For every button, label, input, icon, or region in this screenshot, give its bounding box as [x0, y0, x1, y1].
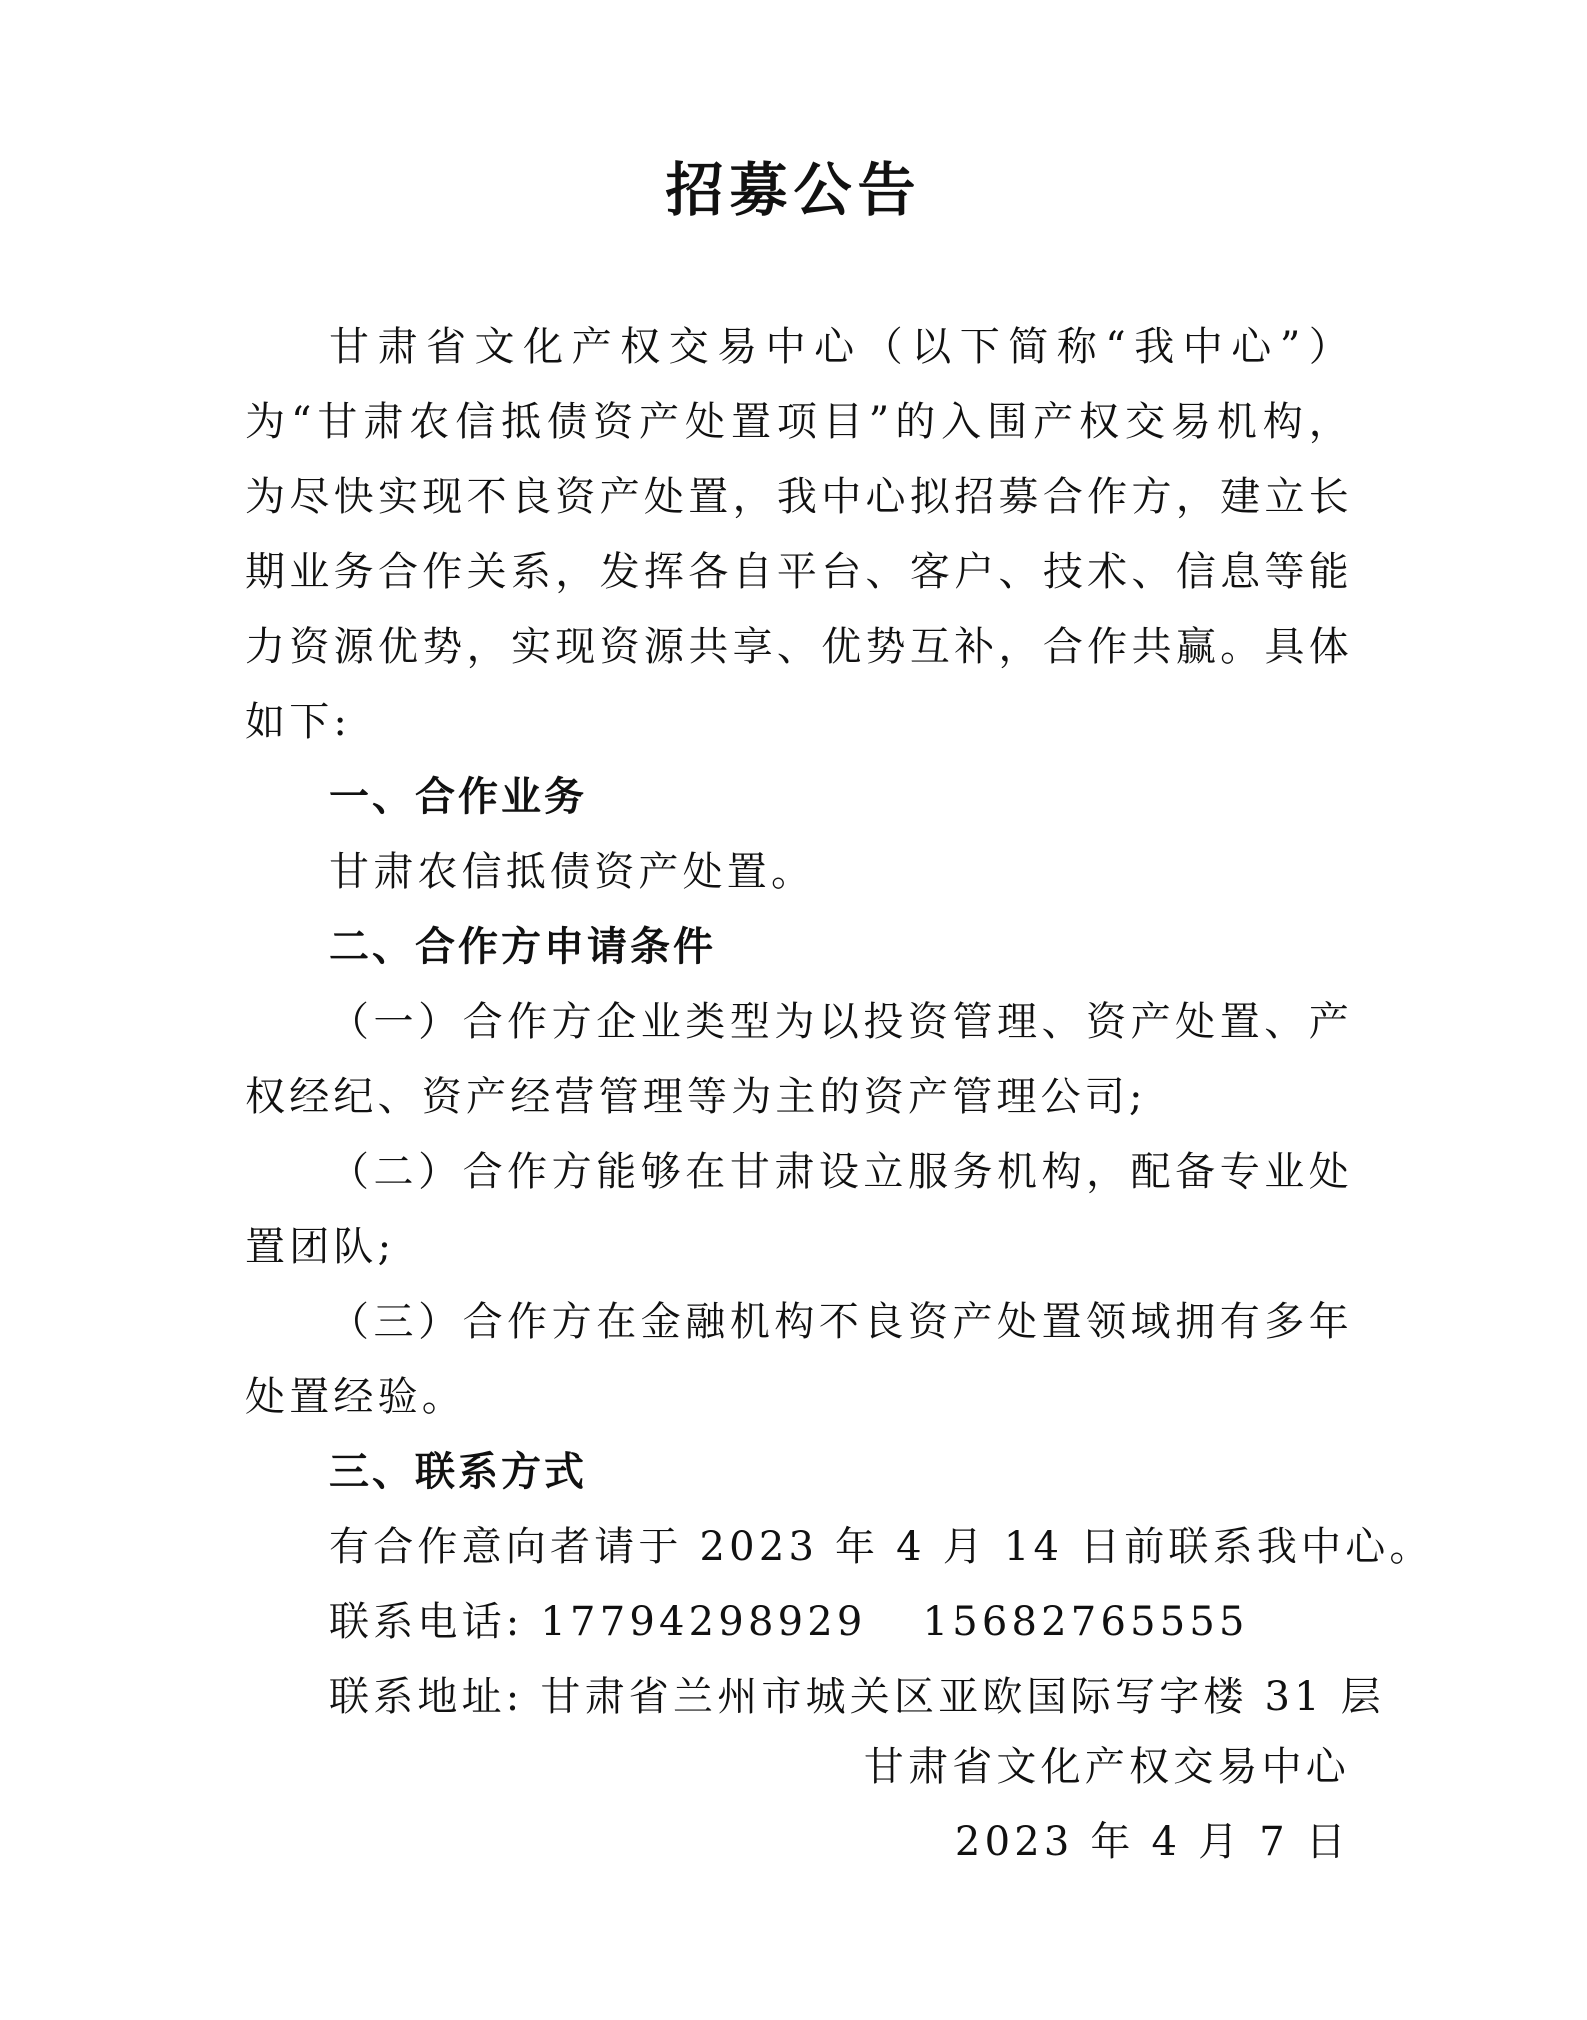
- signature-organization: 甘肃省文化产权交易中心: [863, 1744, 1350, 1790]
- contact-deadline: 有合作意向者请于 2023 年 4 月 14 日前联系我中心。: [329, 1524, 1434, 1570]
- condition-item-1: （一）合作方企业类型为以投资管理、资产处置、产权经纪、资产经营管理等为主的资产管理公司;: [245, 999, 1353, 1120]
- contact-address-line: [245, 1660, 1385, 1735]
- condition-item-3: （三）合作方在金融机构不良资产处置领域拥有多年处置经验。: [245, 1299, 1353, 1420]
- section-heading-business: 一、合作业务: [329, 774, 587, 820]
- phone-label: 联系电话:: [329, 1599, 524, 1645]
- section-content-business: 甘肃农信抵债资产处置。: [329, 849, 816, 895]
- document-body: [245, 310, 1434, 1735]
- phone-number-1: 17794298929: [540, 1599, 867, 1645]
- section-heading-conditions: 二、合作方申请条件: [329, 924, 716, 970]
- phone-number-2: 15682765555: [922, 1599, 1249, 1645]
- contact-phone-line: [245, 1585, 1353, 1660]
- page-title: 招募公告: [665, 156, 922, 224]
- intro-paragraph: 甘肃省文化产权交易中心（以下简称“我中心”）为“甘肃农信抵债资产处置项目”的入围产权交易机构，为尽快实现不良资产处置，我中心拟招募合作方，建立长期业务合作关系，发挥各自平台、客户、技术、信息等能力资源优势，实现资源共享、优势互补，合作共赢。具体如下:: [245, 324, 1353, 745]
- condition-item-2: （二）合作方能够在甘肃设立服务机构，配备专业处置团队;: [245, 1149, 1353, 1270]
- address-label: 联系地址:: [329, 1674, 524, 1720]
- signature-date: 2023 年 4 月 7 日: [954, 1819, 1350, 1865]
- address-value: 甘肃省兰州市城关区亚欧国际写字楼 31 层: [540, 1674, 1385, 1720]
- section-heading-contact: 三、联系方式: [329, 1449, 587, 1495]
